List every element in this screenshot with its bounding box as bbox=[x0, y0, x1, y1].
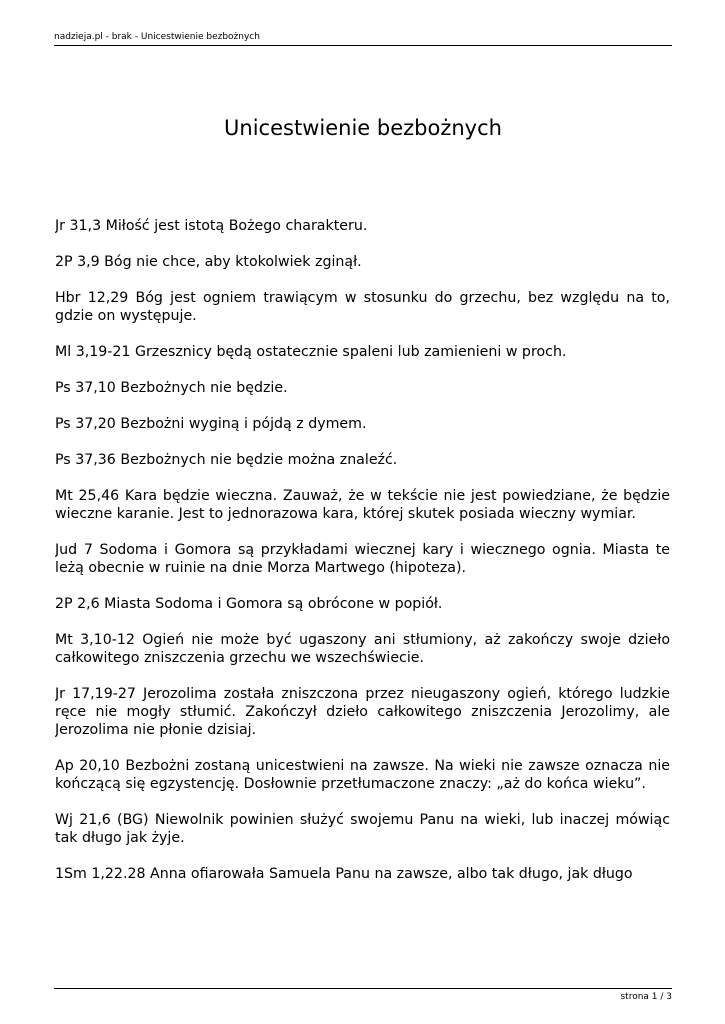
paragraph: Wj 21,6 (BG) Niewolnik powinien służyć swojemu Panu na wieki, lub inaczej mówiąc tak długo jak żyje. bbox=[55, 812, 670, 846]
paragraph: Hbr 12,29 Bóg jest ogniem trawiącym w stosunku do grzechu, bez względu na to, gdzie on występuje. bbox=[55, 290, 670, 324]
paragraph: Mt 25,46 Kara będzie wieczna. Zauważ, że w tekście nie jest powiedziane, że będzie wieczne karanie. Jest to jednorazowa kara, której skutek posiada wieczny wymiar. bbox=[55, 488, 670, 522]
document-body bbox=[55, 217, 670, 935]
paragraph: 1Sm 1,22.28 Anna ofiarowała Samuela Panu na zawsze, albo tak długo, jak długo bbox=[55, 866, 633, 882]
paragraph: Jr 17,19-27 Jerozolima została zniszczona przez nieugaszony ogień, którego ludzkie ręce nie mogły stłumić. Zakończył dzieło całkowitego zniszczenia Jerozolimy, ale Jerozolima nie płonie dzisiaj. bbox=[55, 686, 670, 738]
paragraph: Ps 37,10 Bezbożnych nie będzie. bbox=[55, 380, 288, 396]
page-number: strona 1 / 3 bbox=[620, 992, 672, 1002]
paragraph: Ml 3,19-21 Grzesznicy będą ostatecznie spaleni lub zamienieni w proch. bbox=[55, 344, 567, 360]
paragraph: Jud 7 Sodoma i Gomora są przykładami wiecznej kary i wiecznego ognia. Miasta te leżą obecnie w ruinie na dnie Morza Martwego (hipoteza). bbox=[55, 542, 670, 576]
page-header: nadzieja.pl - brak - Unicestwienie bezbożnych bbox=[54, 32, 260, 42]
paragraph: Ap 20,10 Bezbożni zostaną unicestwieni na zawsze. Na wieki nie zawsze oznacza nie kończącą się egzystencję. Dosłownie przetłumaczone znaczy: „aż do końca wieku”. bbox=[55, 758, 670, 792]
header-divider bbox=[54, 45, 672, 46]
paragraph: Ps 37,36 Bezbożnych nie będzie można znaleźć. bbox=[55, 452, 398, 468]
paragraph: 2P 3,9 Bóg nie chce, aby ktokolwiek zginął. bbox=[55, 254, 362, 270]
paragraph: Ps 37,20 Bezbożni wyginą i pójdą z dymem. bbox=[55, 416, 367, 432]
footer-divider bbox=[54, 988, 672, 989]
paragraph: Mt 3,10-12 Ogień nie może być ugaszony ani stłumiony, aż zakończy swoje dzieło całkowitego zniszczenia grzechu we wszechświecie. bbox=[55, 632, 670, 666]
document-title: Unicestwienie bezbożnych bbox=[224, 116, 502, 140]
paragraph: 2P 2,6 Miasta Sodoma i Gomora są obrócone w popiół. bbox=[55, 596, 443, 612]
paragraph: Jr 31,3 Miłość jest istotą Bożego charakteru. bbox=[55, 218, 368, 234]
